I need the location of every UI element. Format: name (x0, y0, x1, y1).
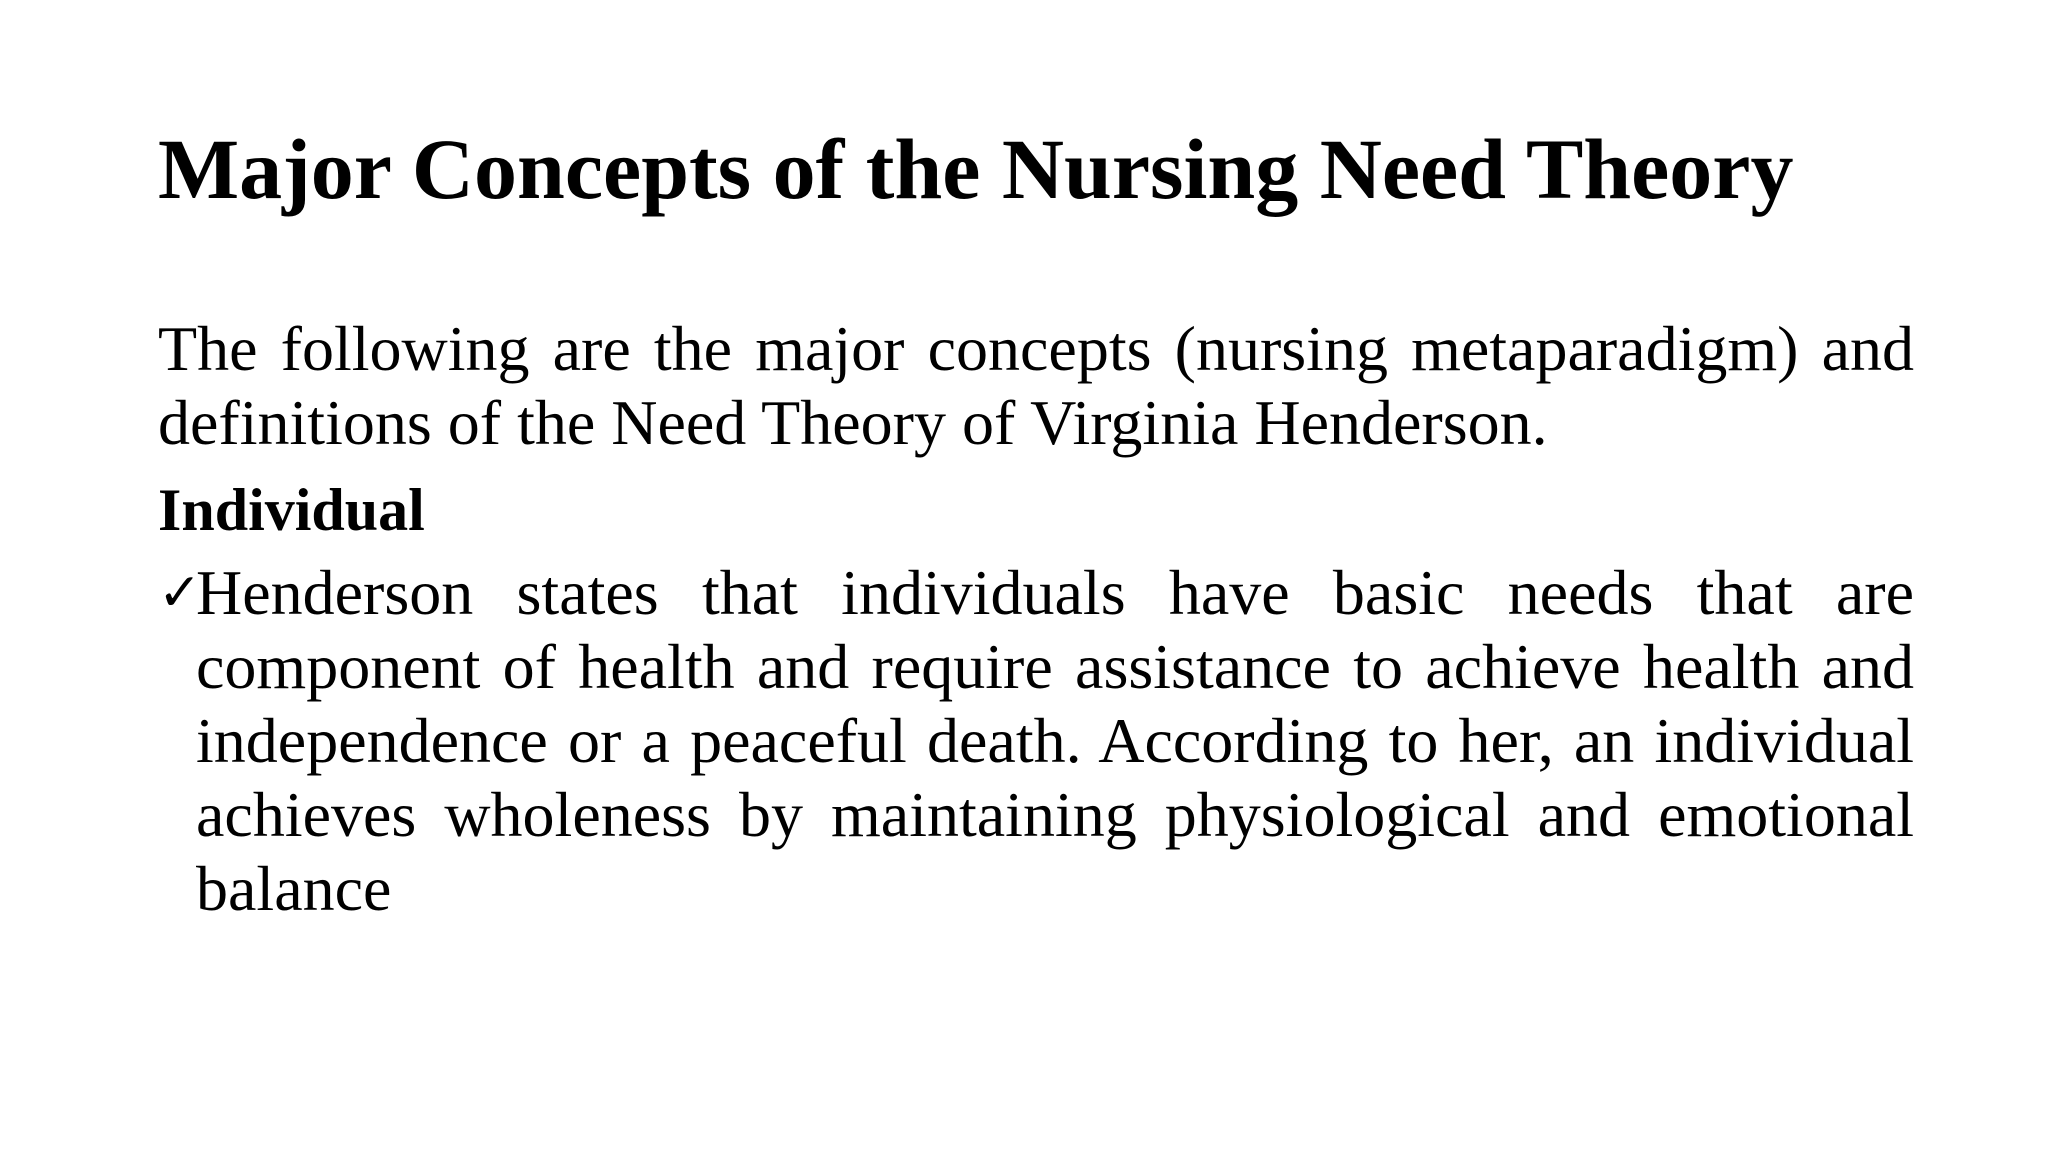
bullet-item (158, 556, 1914, 926)
intro-paragraph: The following are the major concepts (nursing metaparadigm) and definitions of the Need Theory of Virginia Henderson. (158, 313, 1914, 458)
slide-body (158, 312, 1914, 926)
section-heading-individual: Individual (158, 477, 425, 543)
slide-title: Major Concepts of the Nursing Need Theory (158, 121, 1794, 217)
bullet-text: Henderson states that individuals have basic needs that are component of health and require assistance to achieve health and independence or a peaceful death. According to her, an individual achieves wholeness by maintaining physiological and emotional balance (196, 557, 1914, 924)
checkmark-icon: ✓ (158, 563, 202, 623)
